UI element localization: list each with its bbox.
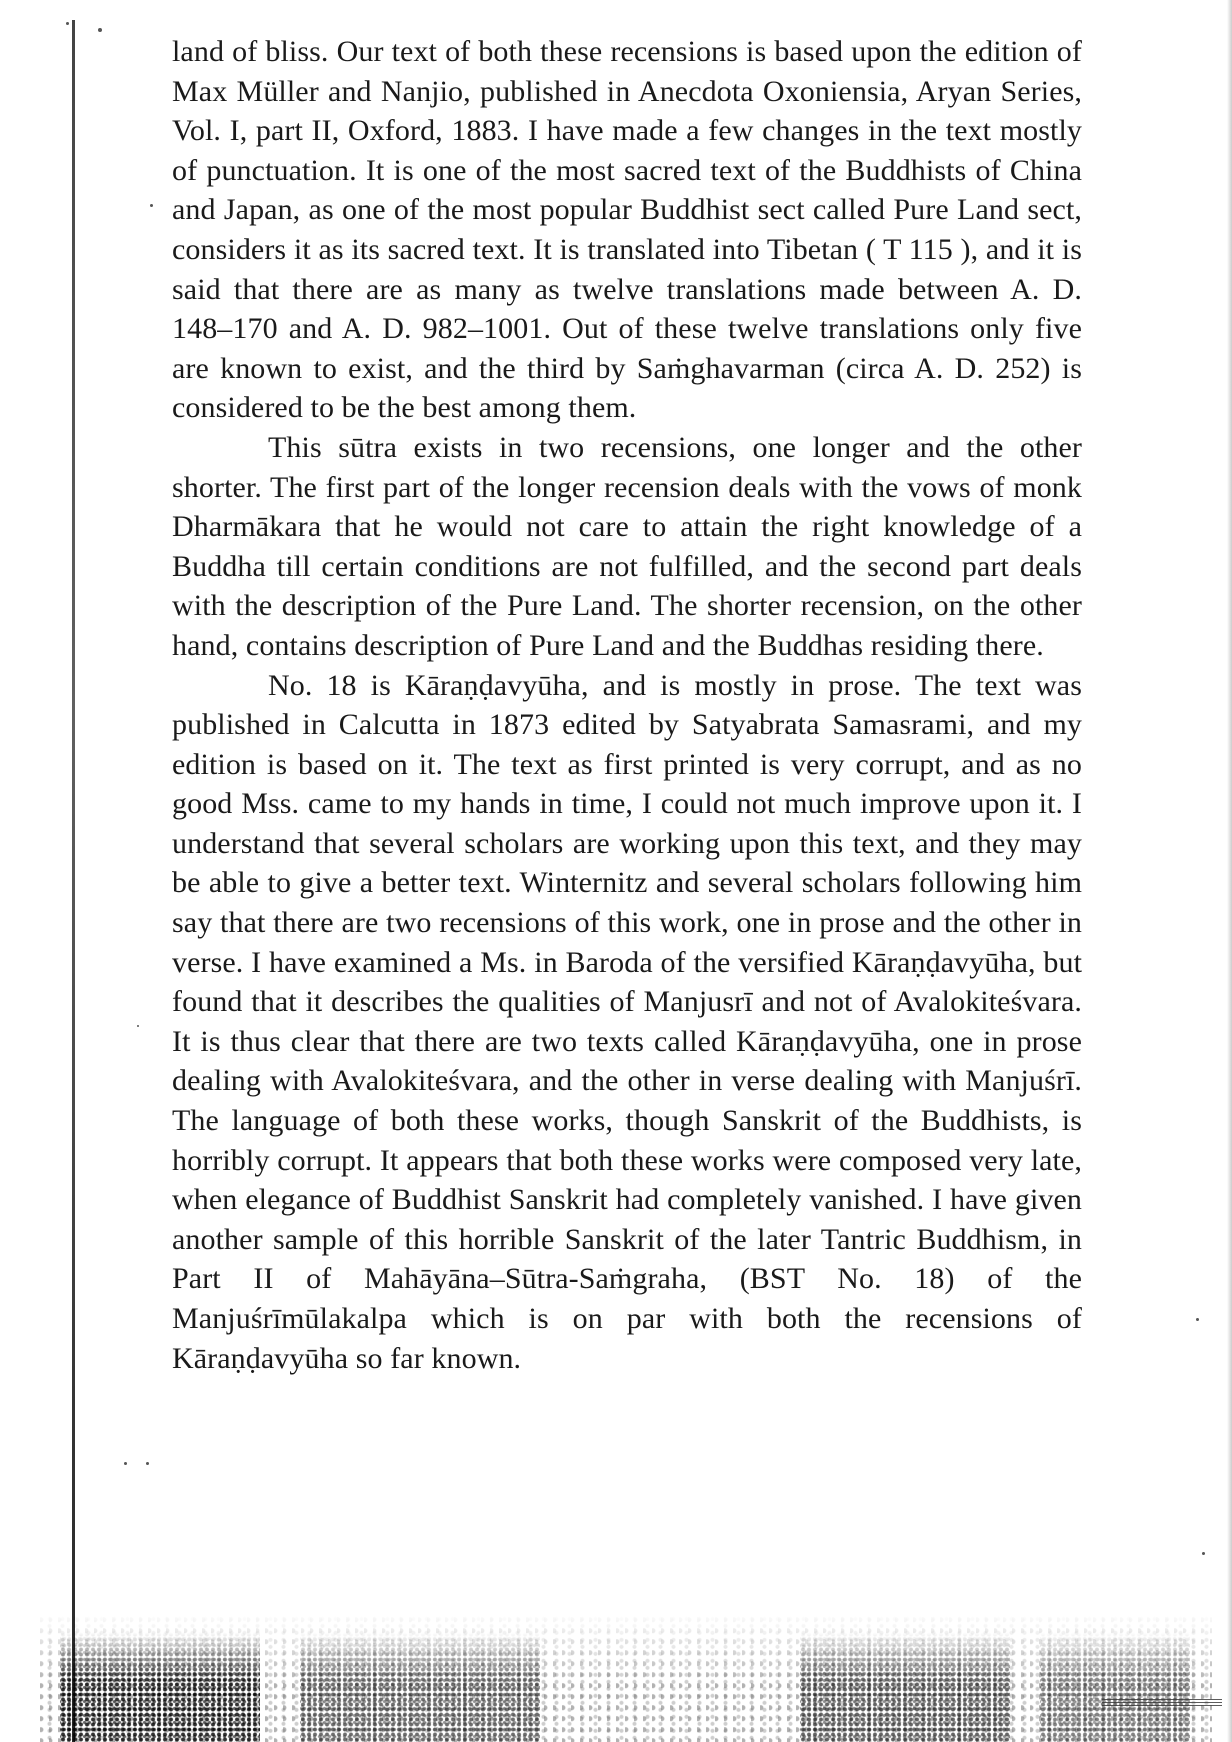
scan-noise-cluster	[60, 1632, 260, 1742]
paragraph-pure-land-editions: land of bliss. Our text of both these recensions is based upon the edition of Max Müller and Nanjio, published in Anecdota Oxoniensia, Aryan Series, Vol. I, part II, Oxford, 1883. I have made a few changes in the text mostly of punctuation. It is one of the most sacred text of the Buddhists of China and Japan, as one of the most popular Buddhist sect called Pure Land sect, considers it as its sacred text. It is translated into Tibetan ( T 115 ), and it is said that there are as many as twelve translations made between A. D. 148–170 and A. D. 982–1001. Out of these twelve translations only five are known to exist, and the third by Saṁghavarman (circa A. D. 252) is considered to be the best among them.	[172, 35, 1082, 425]
scan-speck	[98, 28, 102, 32]
scan-speck	[124, 1462, 127, 1465]
scan-speck	[146, 1462, 149, 1465]
paragraph-sutra-recensions: This sūtra exists in two recensions, one longer and the other shorter. The first part of the longer recension deals with the vows of monk Dharmākara that he would not care to attain the right knowledge of a Buddha till certain conditions are not fulfilled, and the second part deals with the description of the Pure Land. The shorter recension, on the other hand, contains description of Pure Land and the Buddhas residing there.	[172, 430, 1082, 662]
scan-binding-line	[72, 20, 75, 1742]
scan-speck	[66, 22, 69, 25]
scan-noise-cluster	[800, 1632, 1010, 1742]
paragraph-karandavyuha: No. 18 is Kāraṇḍavyūha, and is mostly in prose. The text was published in Calcutta in 1873 edited by Satyabrata Samasrami, and my edition is based on it. The text as first printed is very corrupt, and as no good Mss. came to my hands in time, I could not much improve upon it. I understand that several scholars are working upon this text, and they may be able to give a better text. Winternitz and several scholars following him say that there are two recensions of this work, one in prose and the other in verse. I have examined a Ms. in Baroda of the versified Kāraṇḍavyūha, but found that it describes the qualities of Manjusrī and not of Avalokiteśvara. It is thus clear that there are two texts called Kāraṇḍavyūha, one in prose dealing with Avalokiteśvara, and the other in verse dealing with Manjuśrī. The language of both these works, though Sanskrit of the Buddhists, is horribly corrupt. It appears that both these works were composed very late, when elegance of Buddhist Sanskrit had completely vanished. I have given another sample of this horrible Sanskrit of the later Tantric Buddhism, in Part II of Mahāyāna–Sūtra-Saṁgraha, (BST No. 18) of the Manjuśrīmūlakalpa which is on par with both the recensions of Kāraṇḍavyūha so far known.	[172, 668, 1082, 1375]
scan-speck	[137, 1025, 139, 1027]
scan-noise-cluster	[300, 1632, 540, 1742]
scan-edge-shadow	[1227, 0, 1232, 1742]
scan-speck	[150, 204, 153, 207]
scan-bottom-rule	[1102, 1698, 1222, 1706]
scan-noise-cluster	[1040, 1632, 1190, 1742]
scan-speck	[1196, 1318, 1199, 1321]
book-page-text	[172, 32, 1082, 1378]
scan-speck	[1202, 1552, 1205, 1555]
